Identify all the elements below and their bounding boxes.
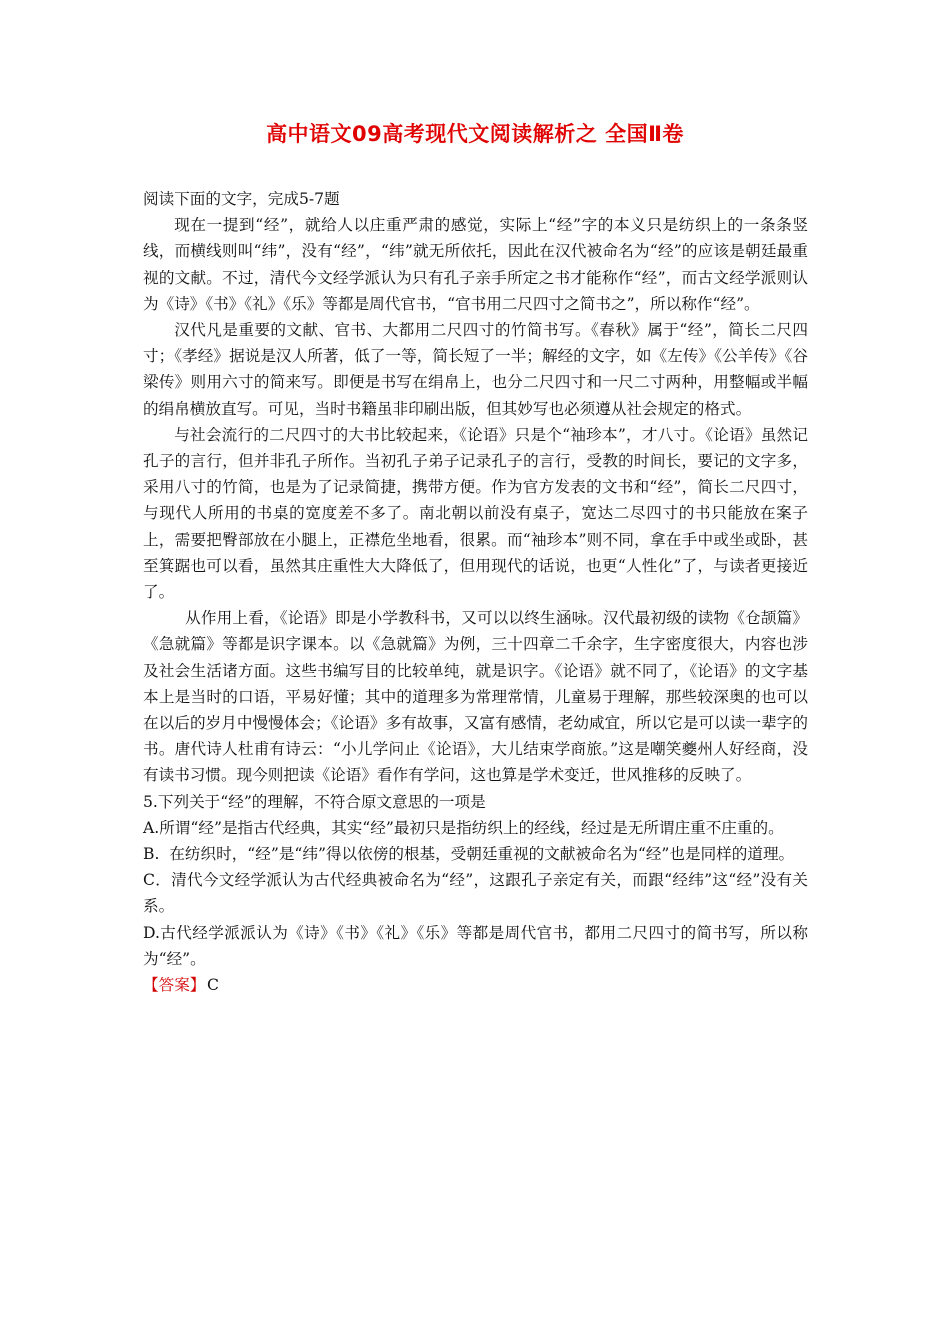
question-stem: 5.下列关于“经”的理解，不符合原文意思的一项是	[143, 792, 486, 811]
answer-label: 【答案】	[143, 976, 206, 995]
passage-paragraph-4: 从作用上看，《论语》即是小学教科书，又可以以终生涵咏。汉代最初级的读物《仓颉篇》《急就篇》等都是识字课本。以《急就篇》为例，三十四章二千余字，生字密度很大，内容也涉及社会生活诸方面。这些书编写目的比较单纯，就是识字。《论语》就不同了，《论语》的文字基本上是当时的口语，平易好懂；其中的道理多为常理常情，儿童易于理解，那些较深奥的也可以在以后的岁月中慢慢体会；《论语》多有故事，又富有感情，老幼咸宜，所以它是可以读一辈字的书。唐代诗人杜甫有诗云：“小儿学问止《论语》，大儿结束学商旅。”这是嘲笑夔州人好经商，没有读书习惯。现今则把读《论语》看作有学问，这也算是学术变迁，世风推移的反映了。	[143, 609, 808, 785]
document-body	[143, 186, 808, 998]
document-title: 高中语文09高考现代文阅读解析之 全国Ⅱ卷	[266, 122, 684, 146]
passage-paragraph-1: 现在一提到“经”，就给人以庄重严肃的感觉，实际上“经”字的本义只是纺织上的一条条竖线，而横线则叫“纬”，没有“经”，“纬”就无所依托，因此在汉代被命名为“经”的应该是朝廷最重视的文献。不过，清代今文经学派认为只有孔子亲手所定之书才能称作“经”，而古文经学派则认为《诗》《书》《礼》《乐》等都是周代官书，“官书用二尺四寸之简书之”，所以称作“经”。	[143, 216, 808, 313]
passage-paragraph-3: 与社会流行的二尺四寸的大书比较起来，《论语》只是个“袖珍本”，才八寸。《论语》虽然记孔子的言行，但并非孔子所作。当初孔子弟子记录孔子的言行，受教的时间长，要记的文字多，采用八寸的竹简，也是为了记录简捷，携带方便。作为官方发表的文书和“经”，简长二尺四寸，与现代人所用的书桌的宽度差不多了。南北朝以前没有桌子，宽达二尽四寸的书只能放在案子上，需要把臀部放在小腿上，正襟危坐地看，很累。而“袖珍本”则不同，拿在手中或坐或卧，甚至箕踞也可以看，虽然其庄重性大大降低了，但用现代的话说，也更“人性化”了，与读者更接近了。	[143, 425, 808, 602]
option-c: C．清代今文经学派认为古代经典被命名为“经”，这跟孔子亲定有关，而跟“经纬”这“经”没有关系。	[143, 871, 808, 916]
option-b: B. 在纺织时，“经”是“纬”得以依傍的根基，受朝廷重视的文献被命名为“经”也是同样的道理。	[143, 845, 795, 864]
answer-line	[143, 972, 808, 998]
reading-instruction: 阅读下面的文字，完成5-7题	[143, 190, 340, 208]
answer-value: C	[206, 976, 219, 995]
option-a: A.所谓“经”是指古代经典，其实“经”最初只是指纺织上的经线，经过是无所谓庄重不庄重的。	[143, 818, 784, 837]
option-d: D.古代经学派派认为《诗》《书》《礼》《乐》等都是周代官书，都用二尺四寸的简书写，所以称为“经”。	[143, 923, 808, 968]
passage-paragraph-2: 汉代凡是重要的文献、官书、大都用二尺四寸的竹简书写。《春秋》属于“经”，简长二尺四寸；《孝经》据说是汉人所著，低了一等，简长短了一半；解经的文字，如《左传》《公羊传》《谷梁传》则用六寸的简来写。即便是书写在绢帛上，也分二尺四寸和一尺二寸两种，用整幅或半幅的绢帛横放直写。可见，当时书籍虽非印刷出版，但其妙写也必须遵从社会规定的格式。	[143, 321, 808, 418]
